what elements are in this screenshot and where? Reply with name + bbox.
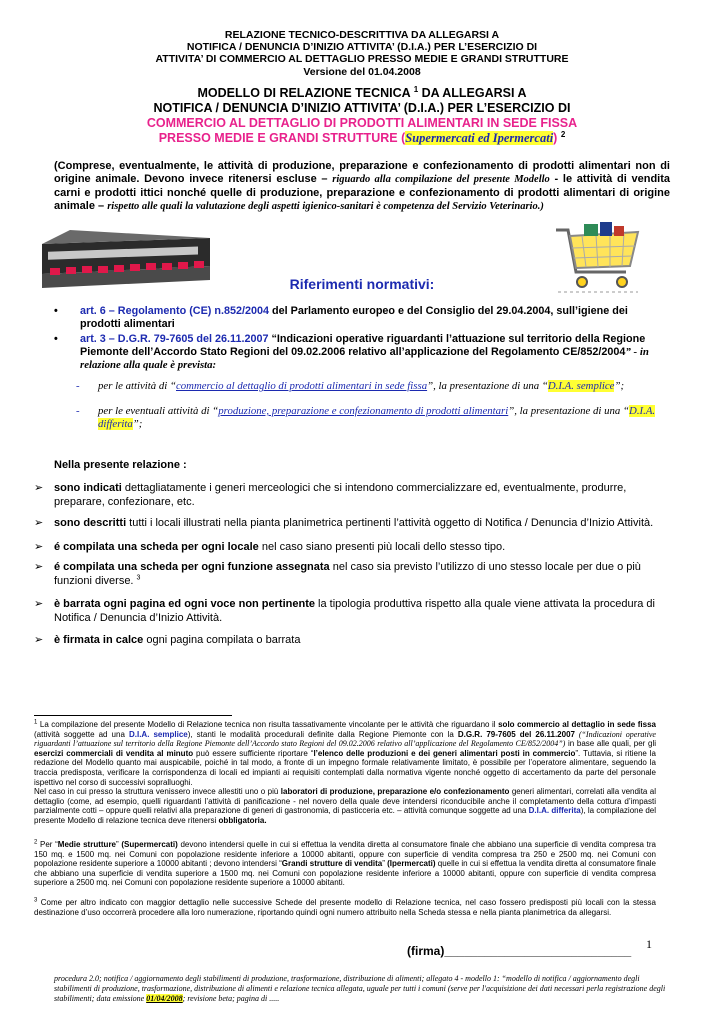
arrow-icon: ➢ bbox=[34, 634, 44, 646]
intro-paragraph: (Comprese, eventualmente, le attività di produzione, preparazione e confezionamento di prodotti alimentari non di origine animale. Devono invece ritenersi escluse – riguardo alla compilazione del presente Modello - le attività di vendita carni e prodotti ittici nonché quelle di produzione, preparazione e confezionamento di prodotti alimentari di origine animale – rispetto alle quali la valutazione degli aspetti igienico-sanitari è competenza del Servizio Veterinario.) bbox=[54, 160, 671, 212]
riferimenti-heading: Riferimenti normativi: bbox=[289, 276, 435, 292]
title-line-2: NOTIFICA / DENUNCIA D’INIZIO ATTIVITA’ (D.I.A.) PER L’ESERCIZIO DI bbox=[153, 101, 571, 115]
nella-presente-heading: Nella presente relazione : bbox=[54, 459, 187, 471]
art-1-item: • art. 6 – Regolamento (CE) n.852/2004 del Parlamento europeo e del Consiglio del 29.04.2004, sull’igiene dei prodotti alimentari bbox=[54, 305, 628, 330]
list-item: ➢ è firmata in calce ogni pagina compilata o barrata bbox=[34, 634, 301, 646]
list-item: ➢ é compilata una scheda per ogni funzione assegnata nel caso sia previsto l’utilizzo di uno stesso locale per due o più funzioni diverse. $^3$ bbox=[34, 561, 641, 587]
header-line-1: RELAZIONE TECNICO-DESCRITTIVA DA ALLEGARSI A bbox=[224, 29, 500, 41]
list-item: ➢ sono indicati dettagliatamente i generi merceologici che si intendono commercializzare ed, eventualmente, produrre, preparare, confezionare, etc. bbox=[34, 482, 627, 508]
page-footer: procedura 2.0; notifica / aggiornamento degli stabilimenti di produzione, trasformazione, distribuzione di alimenti; allegato 4 - modello 1: “modello di notifica / aggiornamento degli stabilimenti di produzione, trasformazione, distribuzione di alimenti e relazione tecnica allegata, uguale per tutti i comuni (serve per l'acquisizione dei dati necessari perla registrazione degli stabilimenti; data emissione 01/04/2008; revisione beta; pagina di ..... bbox=[54, 974, 666, 1003]
header-version: Versione del 01.04.2008 bbox=[303, 66, 421, 78]
dash-item-2: - per le eventuali attività di “produzione, preparazione e confezionamento di prodotti alimentari”, la presentazione di una “D.I.A. differita”; bbox=[76, 405, 656, 430]
header-line-3: ATTIVITA’ DI COMMERCIO AL DETTAGLIO PRESSO MEDIE E GRANDI STRUTTURE bbox=[155, 53, 569, 65]
footnote-1: $^1$ La compilazione del presente Modello di Relazione tecnica non risulta tassativamente vincolante per le attività che riguardano il solo commercio al dettaglio in sede fissa (attività soggette ad una D.I.A. semplice), stanti le modalità procedurali definite dalla Regione Piemonte con la D.G.R. 79-7605 del 26.11.2007 (“Indicazioni operative riguardanti l’attuazione sul territorio della Regione Piemonte dell’Accordo stato Regioni del 09.02.2006 relativo all’applicazione del Regolamento CE/852/2004”) in base alle quali, per gli esercizi commerciali di vendita al minuto può essere sufficiente riportare “l’elenco delle produzioni e dei generi alimentari posti in commercio”. Tuttavia, si ritiene la redazione del Modello quanto mai auspicabile, poiché in tal modo, a fronte di un impegno formale relativamente limitato, è possibile per l’operatore alimentare, seguendo la traccia predisposta, verificare la corrispondenza di locali ed impianti ai requisiti contemplati dalla normativa vigente nonché oggetto di accertamento da parte del personale ispettivo nel corso di successivi sopralluoghi. Nel caso in cui presso la struttura venissero invece allestiti uno o più laboratori di produzione, preparazione e/o confezionamento generi alimentari, correlati alla vendita al dettaglio (come, ad esempio, quelli riguardanti l’attività di panificazione - nel novero della quale deve intendersi riconducibile anche il completamento della cottura d’impasti parzialmente cotti – oppure quelli relativi alla preparazione di generi di gastronomia, di pasticceria etc. – attività comunque soggette ad una D.I.A. differita), la compilazione del presente Modello di relazione tecnica deve ritenersi obbligatoria. bbox=[34, 719, 657, 825]
title-line-4: PRESSO MEDIE E GRANDI STRUTTURE (Supermercati ed Ipermercati) $^2$ bbox=[158, 129, 566, 145]
footnote-3: $^3$ Come per altro indicato con maggior dettaglio nelle successive Schede del presente modello di Relazione tecnica, nel caso fossero predisposti più locali con la stessa destinazione d’uso occorrerà procedere alla loro numerazione, riportando quindi ogni numero attribuito nella Scheda stessa e nella pianta planimetrica da allegarsi. bbox=[34, 897, 656, 917]
list-item: ➢ sono descritti tutti i locali illustrati nella pianta planimetrica pertinenti l’attività oggetto di Notifica / Denuncia d’Inizio Attività. bbox=[34, 517, 654, 529]
title-line-3: COMMERCIO AL DETTAGLIO DI PRODOTTI ALIMENTARI IN SEDE FISSA bbox=[146, 116, 578, 130]
header-line-2: NOTIFICA / DENUNCIA D’INIZIO ATTIVITA’ (D.I.A.) PER L’ESERCIZIO DI bbox=[186, 41, 538, 53]
art-2-item: • art. 3 – D.G.R. 79-7605 del 26.11.2007 “Indicazioni operative riguardanti l’attuazione sul territorio della Regione Piemonte dell’Accordo Stato Regioni del 09.02.2006 relativo all’applicazione del Regolamento CE/852/2004” - in relazione alla quale è prevista: bbox=[54, 333, 649, 371]
footnote-separator bbox=[34, 715, 232, 716]
arrow-icon: ➢ bbox=[34, 561, 44, 573]
arrow-icon: ➢ bbox=[34, 598, 44, 610]
arrow-icon: ➢ bbox=[34, 482, 44, 494]
bullet-icon: • bbox=[54, 305, 58, 317]
signature-line: (firma)____________________________ bbox=[407, 944, 632, 958]
list-item: ➢ è barrata ogni pagina ed ogni voce non pertinente la tipologia produttiva rispetto alla quale viene attivata la procedura di Notifica / Denuncia d’Inizio Attività. bbox=[34, 598, 655, 624]
footnote-2: $^2$ Per “Medie strutture” (Supermercati) devono intendersi quelle in cui si effettua la vendita diretta al consumatore finale che abbiano una superficie di vendita compresa tra 150 mq. e 1500 mq. nei Comuni con popolazione residente inferiore a 10000 abitanti, oppure con superficie di vendita compresa tra 250 e 2500 mq. nei Comuni con popolazione residente superiore a 10000 abitanti ; devono intendersi “Grandi strutture di vendita” (Ipermercati) quelle in cui si effettua la vendita diretta al consumatore finale che abbiano una superficie di vendita superiore a 1500 mq. nei Comuni con popolazione residente inferiore a 10000 abitanti, oppure con superficie di vendita compresa superiore a 2500 mq. nei Comuni con popolazione residente superiore a 10000 abitanti. bbox=[34, 839, 657, 888]
list-item: ➢ é compilata una scheda per ogni locale nel caso siano presenti più locali dello stesso tipo. bbox=[34, 541, 506, 553]
bullet-icon: • bbox=[54, 333, 58, 345]
page-number: 1 bbox=[646, 937, 652, 951]
title-line-1: MODELLO DI RELAZIONE TECNICA $^1$ DA ALLEGARSI A bbox=[197, 84, 527, 100]
dash-item-1: - per le attività di “commercio al dettaglio di prodotti alimentari in sede fissa”, la presentazione di una “D.I.A. semplice”; bbox=[76, 380, 625, 392]
arrow-icon: ➢ bbox=[34, 517, 44, 529]
arrow-icon: ➢ bbox=[34, 541, 44, 553]
